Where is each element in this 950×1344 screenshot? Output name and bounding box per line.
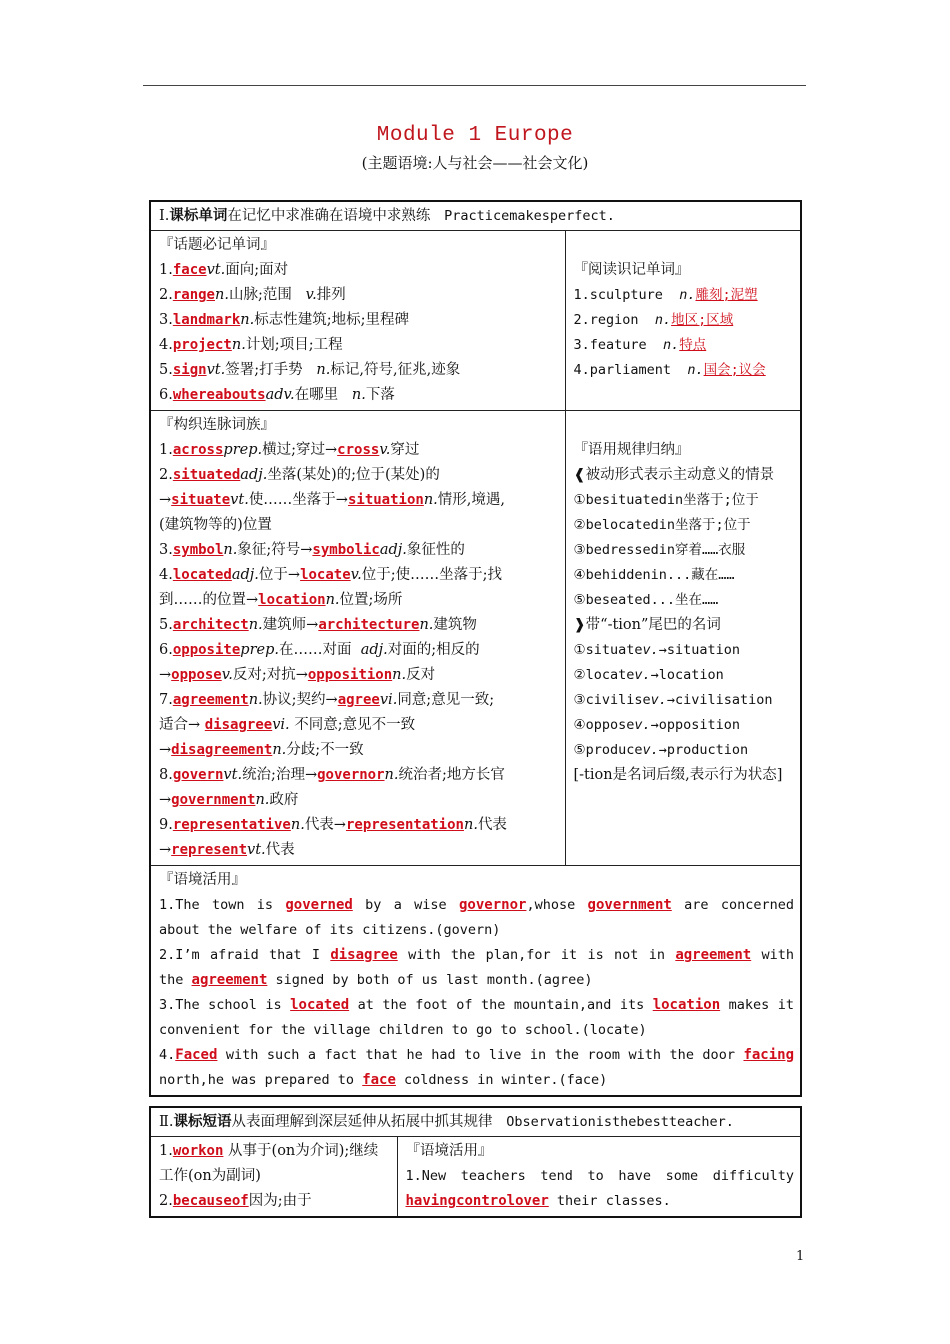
answer-word: government <box>587 897 672 913</box>
answer-word: Faced <box>175 1047 218 1063</box>
topic-word-item: 5.signvt.签署;打手势 n.标记,符号,征兆,迹象 <box>159 362 461 378</box>
word-family-item: 9.representativen.代表→representationn.代表 →representvt.代表 <box>159 817 507 858</box>
section-number: Ⅱ. <box>159 1114 174 1130</box>
answer-word: opposition <box>307 667 393 683</box>
topic-word-item: 1.facevt.面向;面对 <box>159 262 289 278</box>
context-practice-cell <box>150 866 801 1097</box>
topic-word-item: 3.landmarkn.标志性建筑;地标;里程碑 <box>159 312 410 328</box>
phrase-context-cell <box>397 1137 801 1218</box>
word-family-cell <box>150 411 565 866</box>
word-family-title: 『构织连脉词族』 <box>159 417 275 433</box>
answer-word: symbolic <box>312 542 380 558</box>
answer-word: agree <box>337 692 380 708</box>
rule-heading: ❱带“-tion”尾巴的名词 <box>573 617 721 633</box>
context-sentence: 1.The town is governed by a wise governor,whose government are concerned about the welfare of its citizens.(govern) <box>159 897 795 938</box>
context-sentence: 3.The school is located at the foot of the mountain,and its location makes it convenient for the village children to go to school.(locate) <box>159 997 794 1038</box>
reading-word-item: 4.parliament n.国会;议会 <box>573 362 766 378</box>
answer-word: face <box>362 1072 396 1088</box>
header-rule <box>143 85 806 86</box>
answer-word: disagreement <box>171 742 273 758</box>
topic-word-item: 2.rangen.山脉;范围 v.排列 <box>159 287 346 303</box>
answer-word: located <box>290 997 350 1013</box>
word-family-row <box>150 411 801 866</box>
rule-item: ⑤producev.→production <box>573 742 749 758</box>
answer-word: oppose <box>171 667 222 683</box>
answer-word: opposite <box>172 642 241 658</box>
answer-word: project <box>172 337 232 353</box>
answer-word: architecture <box>318 617 420 633</box>
answer-word: sign <box>172 362 207 378</box>
answer-word: face <box>172 262 207 278</box>
answer-word: havingcontrolover <box>405 1193 549 1209</box>
phrase-context-title: 『语境活用』 <box>405 1143 493 1159</box>
answer-word: whereabouts <box>172 387 266 403</box>
context-sentence: 2.I’m afraid that I disagree with the plan,for it is not in agreement with the agreement signed by both of us last month.(agree) <box>159 947 795 988</box>
answer-text: 特点 <box>679 337 707 353</box>
section-2-header <box>150 1107 801 1137</box>
answer-word: facing <box>743 1047 795 1063</box>
rule-note: [-tion是名词后缀,表示行为状态] <box>573 767 783 783</box>
answer-word: situated <box>172 467 241 483</box>
rule-item: ①besituatedin坐落于;位于 <box>573 492 759 508</box>
topic-words-row <box>150 231 801 411</box>
word-family-item: 4.locatedadj.位于→locatev.位于;使……坐落于;找 到……的位置→locationn.位置;场所 <box>159 567 503 608</box>
answer-word: representation <box>345 817 464 833</box>
answer-text: 国会;议会 <box>703 362 766 378</box>
rule-item: ③bedressedin穿着……衣服 <box>573 542 746 558</box>
answer-word: landmark <box>172 312 241 328</box>
answer-word: governed <box>285 897 353 913</box>
section-number: Ⅰ. <box>159 208 170 224</box>
section-desc: 在记忆中求准确在语境中求熟练 <box>227 208 431 224</box>
word-family-item: 2.situatedadj.坐落(某处)的;位于(某处)的 →situatevt.使……坐落于→situationn.情形,境遇, (建筑物等的)位置 <box>159 467 505 533</box>
page-subtitle: (主题语境:人与社会——社会文化) <box>361 154 589 172</box>
answer-word: locate <box>300 567 351 583</box>
answer-word: governor <box>459 897 527 913</box>
context-practice-row <box>150 866 801 1097</box>
context-practice-title: 『语境活用』 <box>159 872 246 888</box>
topic-word-item: 6.whereaboutsadv.在哪里 n.下落 <box>159 387 395 403</box>
word-family-item: 1.acrossprep.横过;穿过→crossv.穿过 <box>159 442 420 458</box>
answer-text: 地区;区域 <box>671 312 734 328</box>
phrase-item: 1.workon 从事于(on为介词);继续工作(on为副词) <box>159 1143 379 1184</box>
phrases-row <box>150 1137 801 1218</box>
section-label: 课标单词 <box>169 207 228 224</box>
answer-word: represent <box>171 842 248 858</box>
reading-words-title: 『阅读识记单词』 <box>573 262 690 278</box>
rule-item: ②belocatedin坐落于;位于 <box>573 517 751 533</box>
word-family-item: 6.oppositeprep.在……对面 adj.对面的;相反的 →opposev.反对;对抗→oppositionn.反对 <box>159 642 480 683</box>
rule-item: ③civilisev.→civilisation <box>573 692 773 708</box>
answer-word: agreement <box>191 972 268 988</box>
rule-item: ②locatev.→location <box>573 667 724 683</box>
word-family-item: 7.agreementn.协议;契约→agreevi.同意;意见一致; 适合→ disagreevi. 不同意;意见不一致 →disagreementn.分歧;不一致 <box>159 692 495 758</box>
answer-word: agreement <box>172 692 249 708</box>
answer-word: govern <box>172 767 224 783</box>
section-label: 课标短语 <box>173 1113 232 1130</box>
reading-word-item: 3.feature n.特点 <box>573 337 707 353</box>
rule-item: ⑤beseated...坐在…… <box>573 592 719 608</box>
word-family-item: 5.architectn.建筑师→architecturen.建筑物 <box>159 617 477 633</box>
topic-word-item: 4.projectn.计划;项目;工程 <box>159 337 343 353</box>
answer-word: range <box>172 287 215 303</box>
answer-word: location <box>258 592 326 608</box>
answer-word: symbol <box>172 542 224 558</box>
section-motto: Practicemakesperfect. <box>444 208 615 224</box>
page-number: 1 <box>796 1249 805 1264</box>
answer-word: cross <box>337 442 380 458</box>
vocabulary-table <box>149 200 802 1097</box>
answer-word: location <box>652 997 721 1013</box>
answer-word: agreement <box>675 947 752 963</box>
context-sentence: 4.Faced with such a fact that he had to live in the room with the door facing north,he was prepared to face coldness in winter.(face) <box>159 1047 795 1088</box>
section-motto: Observationisthebestteacher. <box>506 1114 734 1130</box>
phrases-cell <box>150 1137 397 1218</box>
rule-item: ①situatev.→situation <box>573 642 741 658</box>
answer-text: 雕刻;泥塑 <box>695 287 758 303</box>
answer-word: architect <box>172 617 249 633</box>
rule-heading: ❰被动形式表示主动意义的情景 <box>573 467 775 483</box>
word-family-item: 8.governvt.统治;治理→governorn.统治者;地方长官 →governmentn.政府 <box>159 767 505 808</box>
answer-word: disagree <box>204 717 273 733</box>
section-1-header <box>150 201 801 231</box>
answer-word: located <box>172 567 232 583</box>
usage-rules-cell <box>565 411 801 866</box>
section-desc: 从表面理解到深层延伸从拓展中抓其规律 <box>231 1114 493 1130</box>
topic-words-cell <box>150 231 565 411</box>
rule-item: ④behiddenin...藏在…… <box>573 567 735 583</box>
answer-word: representative <box>172 817 291 833</box>
answer-word: governor <box>317 767 385 783</box>
topic-words-title: 『话题必记单词』 <box>159 237 275 253</box>
reading-word-item: 2.region n.地区;区域 <box>573 312 734 328</box>
usage-rules-title: 『语用规律归纳』 <box>573 442 690 458</box>
answer-word: across <box>172 442 224 458</box>
reading-words-cell <box>565 231 801 411</box>
answer-word: workon <box>172 1143 224 1159</box>
answer-word: government <box>171 792 256 808</box>
word-family-item: 3.symboln.象征;符号→symbolicadj.象征性的 <box>159 542 465 558</box>
rule-item: ④opposev.→opposition <box>573 717 741 733</box>
answer-word: situation <box>347 492 424 508</box>
context-sentence: 1.New teachers tend to have some difficulty havingcontrolover their classes. <box>405 1168 794 1209</box>
reading-word-item: 1.sculpture n.雕刻;泥塑 <box>573 287 758 303</box>
answer-word: situate <box>171 492 231 508</box>
phrase-item: 2.becauseof因为;由于 <box>159 1193 312 1209</box>
phrases-table <box>149 1106 802 1218</box>
answer-word: disagree <box>330 947 398 963</box>
page-title: Module 1 Europe <box>376 124 574 147</box>
answer-word: becauseof <box>172 1193 249 1209</box>
